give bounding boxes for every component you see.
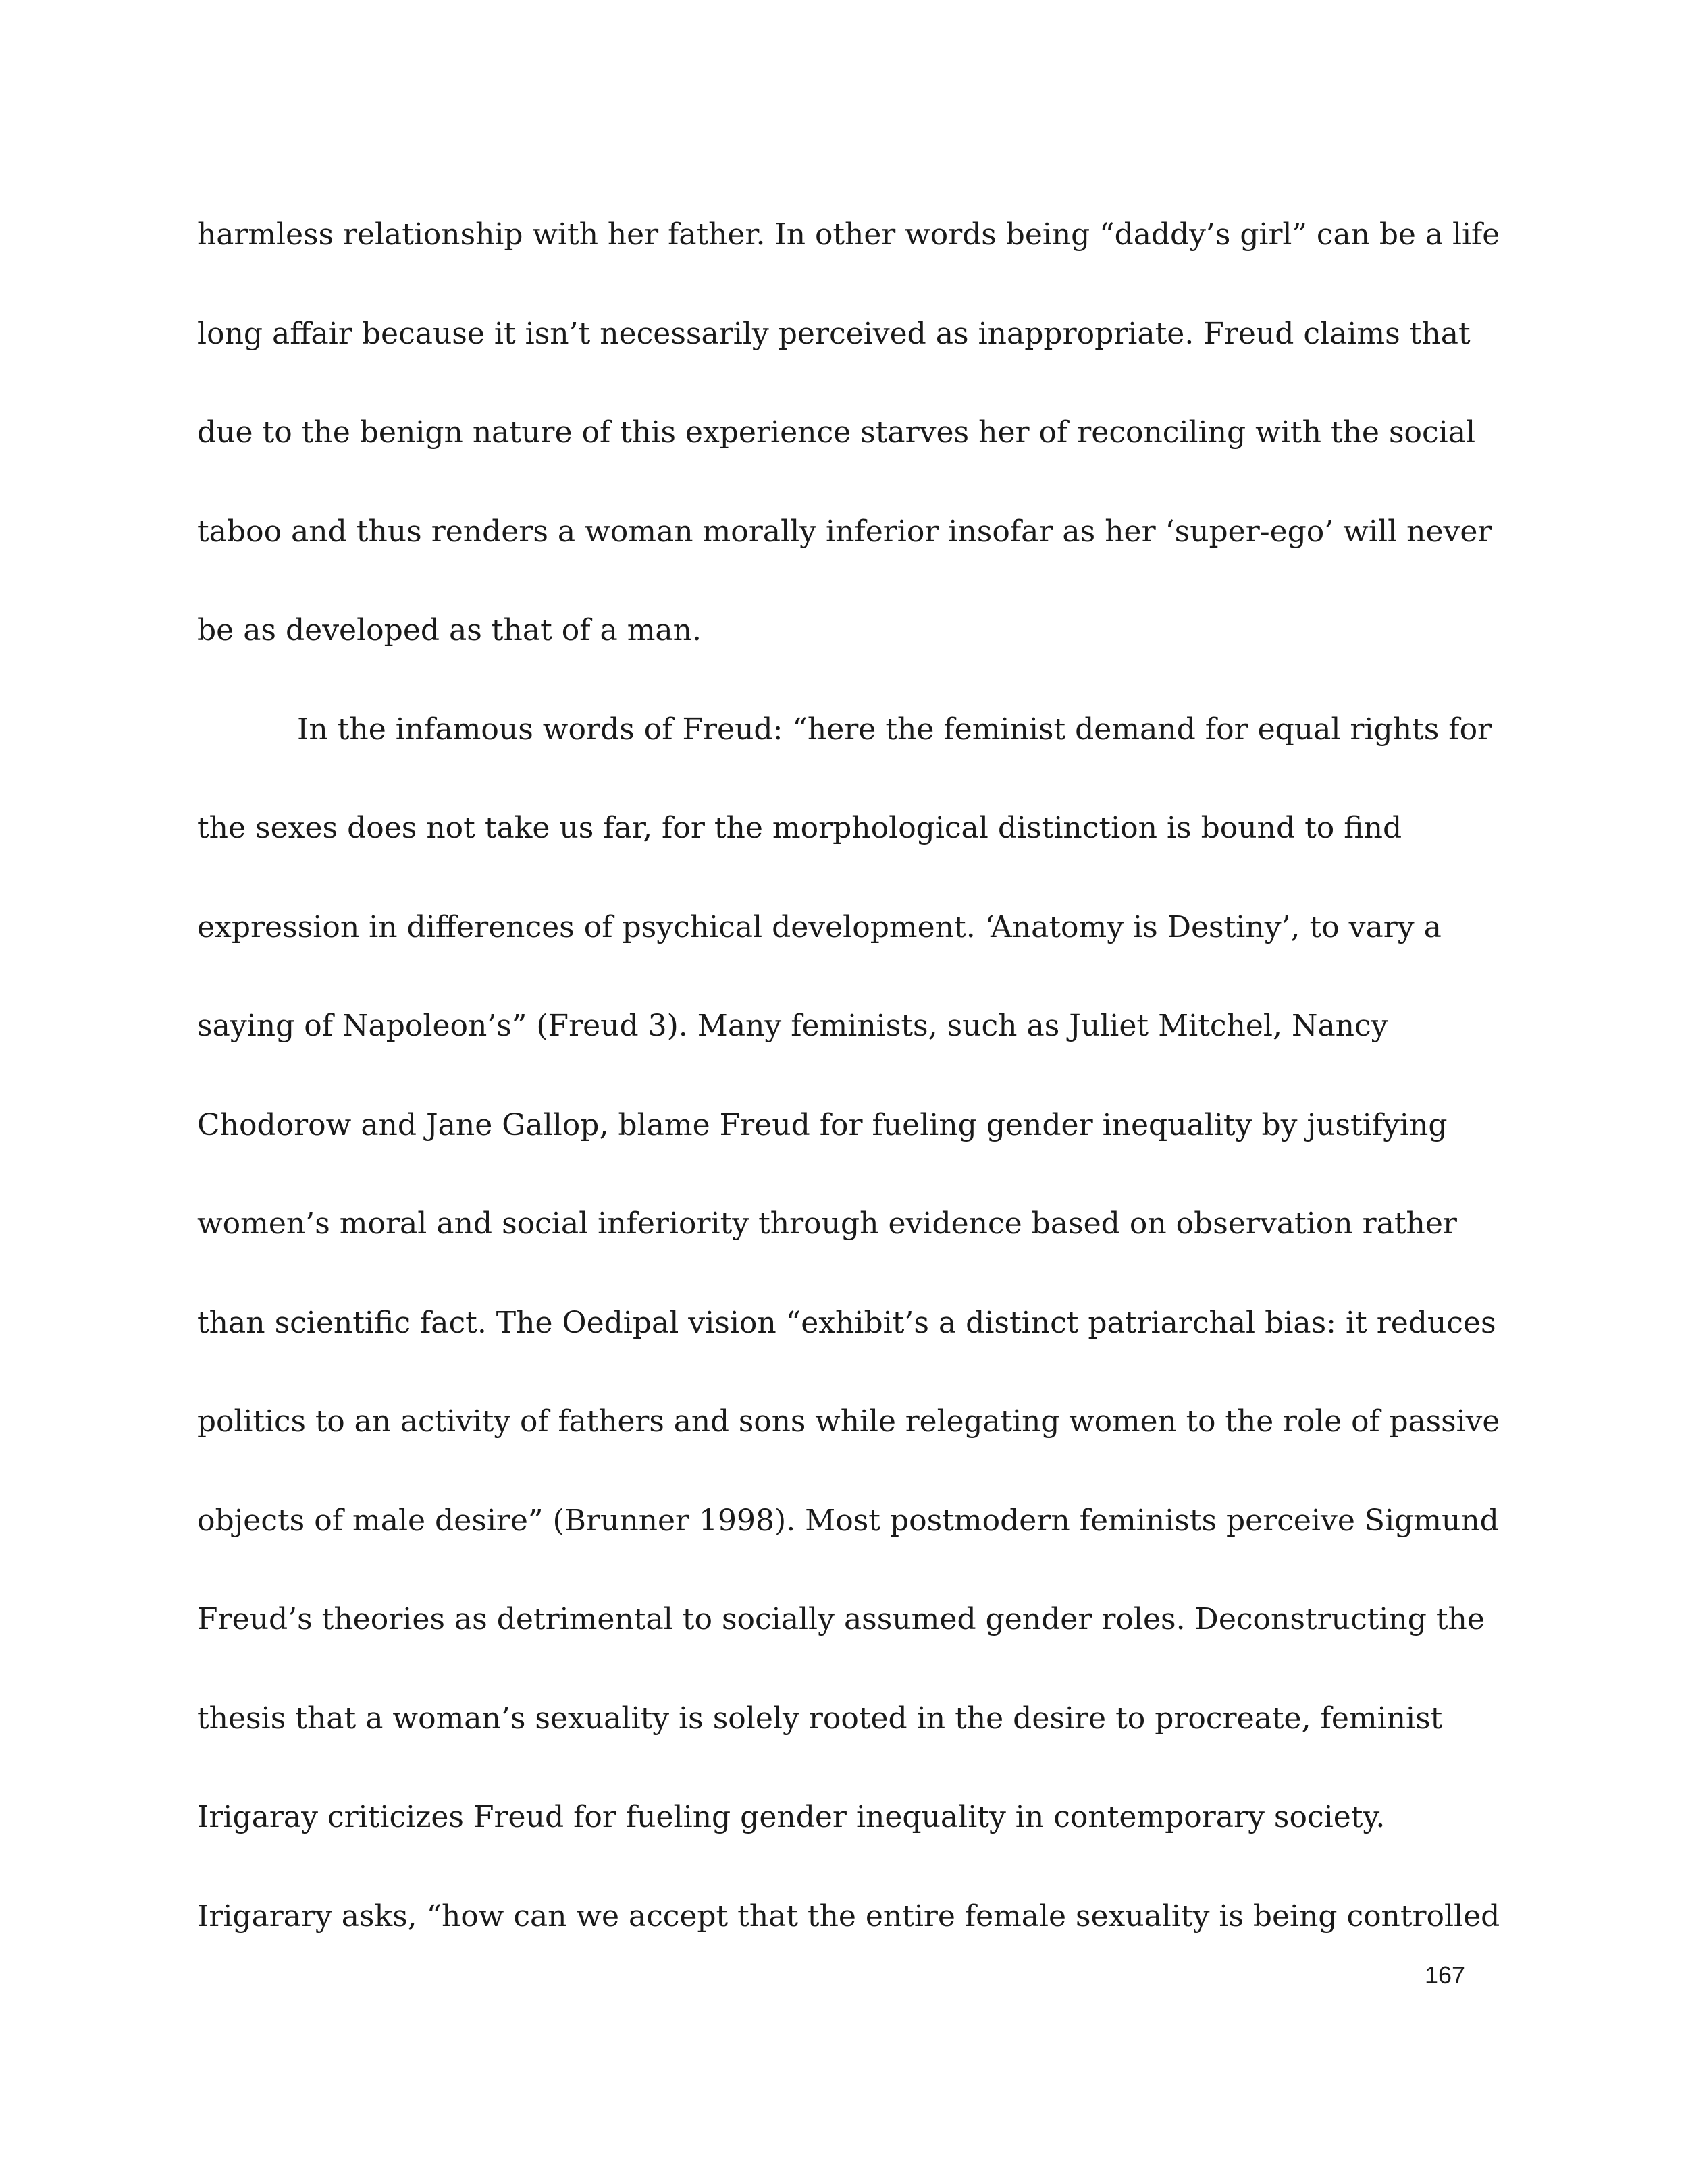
paragraph-first-line: In the infamous words of Freud: “here the feminist demand for equal rights for: [297, 712, 1492, 747]
text-line: the sexes does not take us far, for the morphological distinction is bound to find: [197, 811, 1402, 845]
text-line: Irigaray criticizes Freud for fueling gender inequality in contemporary society.: [197, 1800, 1386, 1834]
text-line: expression in differences of psychical development. ‘Anatomy is Destiny’, to vary a: [197, 909, 1442, 944]
text-line: long affair because it isn’t necessarily perceived as inappropriate. Freud claims that: [197, 316, 1471, 351]
text-line: due to the benign nature of this experience starves her of reconciling with the social: [197, 415, 1476, 450]
text-line: thesis that a woman’s sexuality is solely rooted in the desire to procreate, feminist: [197, 1701, 1443, 1736]
text-line: Freud’s theories as detrimental to socially assumed gender roles. Deconstructing the: [197, 1602, 1485, 1636]
body-text: [197, 186, 1500, 1966]
text-line: be as developed as that of a man.: [197, 613, 702, 647]
text-line: objects of male desire” (Brunner 1998). Most postmodern feminists perceive Sigmund: [197, 1503, 1499, 1538]
page-number: 167: [1425, 1961, 1466, 1989]
text-line: harmless relationship with her father. In other words being “daddy’s girl” can be a life: [197, 217, 1500, 252]
text-line: saying of Napoleon’s” (Freud 3). Many feminists, such as Juliet Mitchel, Nancy: [197, 1009, 1388, 1043]
text-line: Irigarary asks, “how can we accept that the entire female sexuality is being controlled: [197, 1898, 1500, 1934]
text-line: women’s moral and social inferiority through evidence based on observation rather: [197, 1206, 1457, 1241]
text-line: than scientific fact. The Oedipal vision “exhibit’s a distinct patriarchal bias: it reduces: [197, 1305, 1496, 1340]
text-line: taboo and thus renders a woman morally inferior insofar as her ‘super-ego’ will never: [197, 514, 1492, 549]
text-line: Chodorow and Jane Gallop, blame Freud for fueling gender inequality by justifying: [197, 1107, 1448, 1142]
text-line: politics to an activity of fathers and sons while relegating women to the role of passive: [197, 1404, 1500, 1439]
